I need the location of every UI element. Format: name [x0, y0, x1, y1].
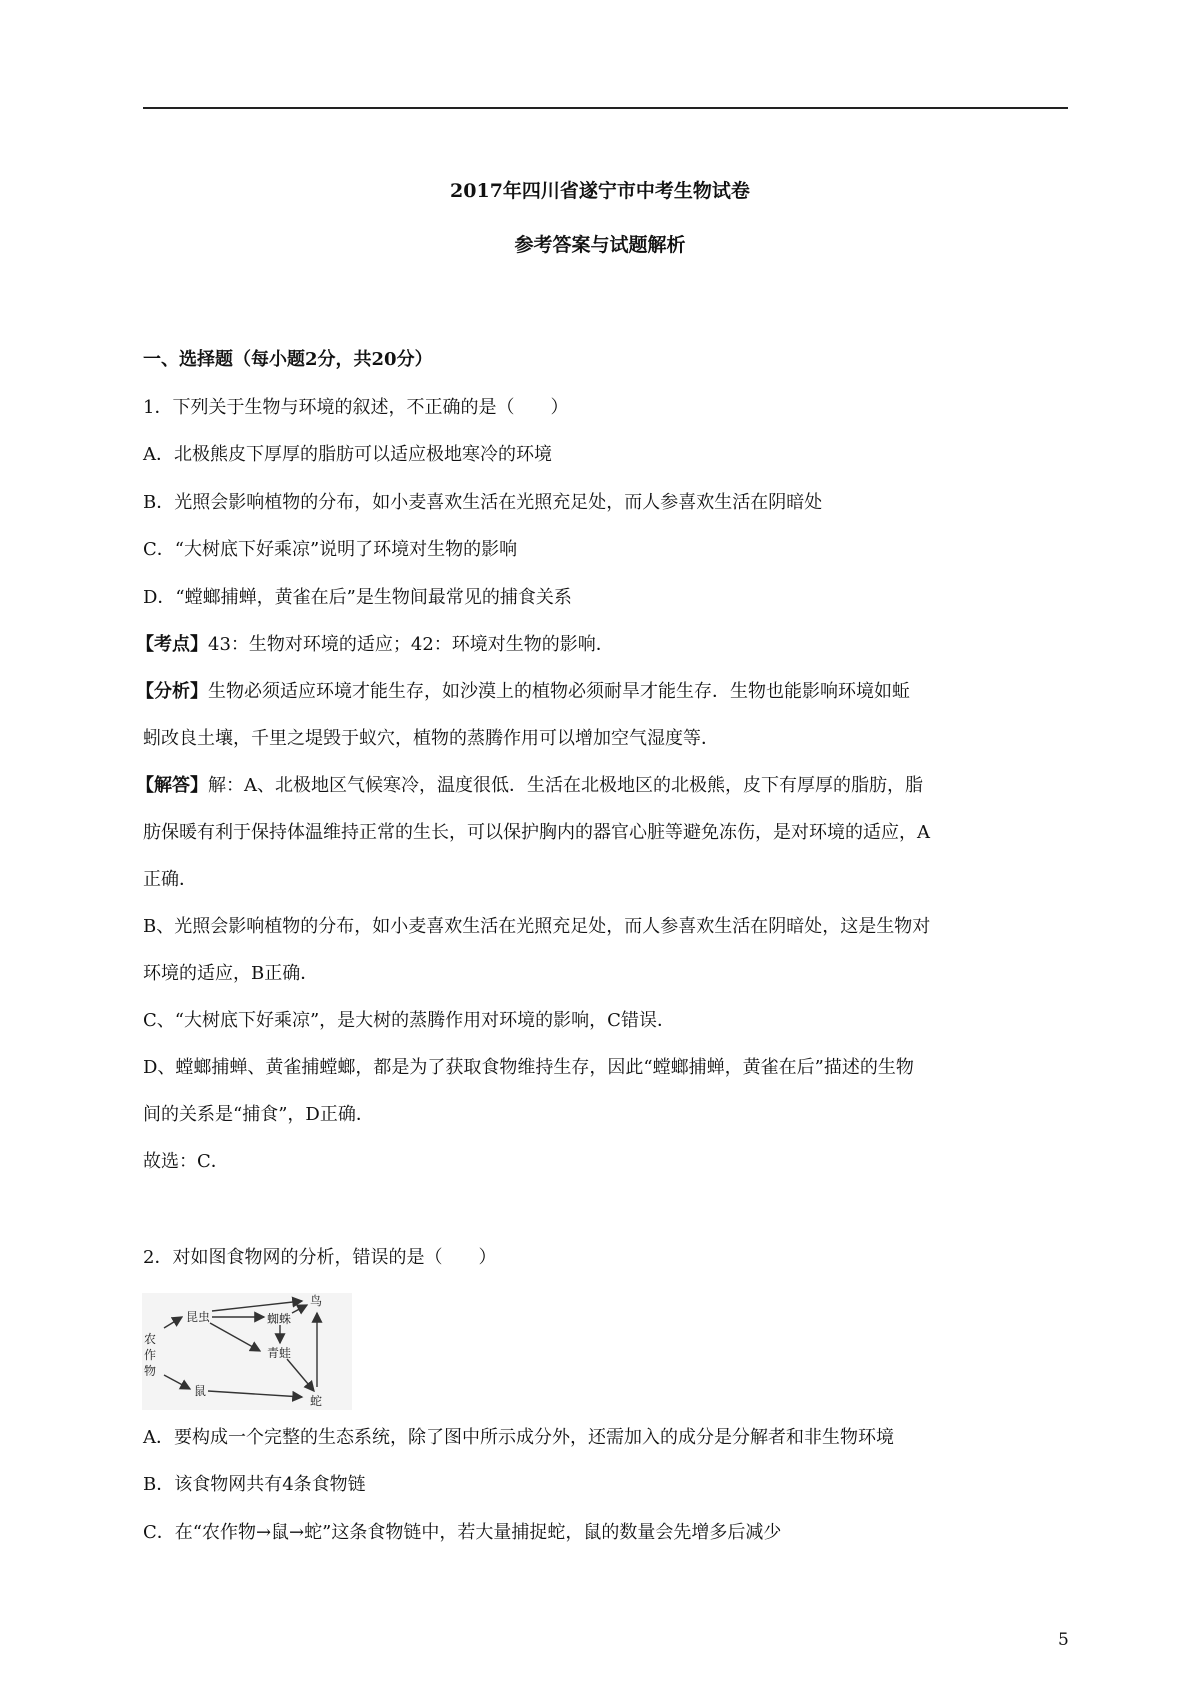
node-crop-1: 农: [144, 1332, 157, 1346]
node-spider: 蜘蛛: [267, 1312, 292, 1326]
document-subtitle: 参考答案与试题解析: [514, 234, 686, 256]
node-crop-3: 物: [144, 1364, 157, 1378]
node-bird: 鸟: [310, 1294, 323, 1308]
q2-option-c: C．在“农作物→鼠→蛇”这条食物链中，若大量捕捉蛇，鼠的数量会先增多后减少: [143, 1522, 782, 1543]
jieda-text-3: 正确．: [143, 869, 197, 890]
q2-option-a: A．要构成一个完整的生态系统，除了图中所示成分外，还需加入的成分是分解者和非生物环境: [143, 1427, 894, 1448]
q1-option-b: B．光照会影响植物的分布，如小麦喜欢生活在光照充足处，而人参喜欢生活在阴暗处: [143, 492, 823, 513]
jieda-b-1: B、光照会影响植物的分布，如小麦喜欢生活在光照充足处，而人参喜欢生活在阴暗处，这是生物对: [143, 916, 931, 937]
q1-option-a: A．北极熊皮下厚厚的脂肪可以适应极地寒冷的环境: [143, 444, 552, 465]
document-title: 2017年四川省遂宁市中考生物试卷: [450, 180, 750, 202]
jieda-label: 【解答】: [136, 775, 208, 796]
q1-answer: 故选：C．: [143, 1151, 229, 1172]
q1-option-c: C．“大树底下好乘凉”说明了环境对生物的影响: [143, 539, 518, 560]
q1-kaodian: [136, 630, 614, 656]
jieda-c-1: C、“大树底下好乘凉”，是大树的蒸腾作用对环境的影响，C错误．: [143, 1010, 675, 1031]
node-frog: 青蛙: [267, 1346, 292, 1360]
jieda-text-1: 解：A、北极地区气候寒冷，温度很低．生活在北极地区的北极熊，皮下有厚厚的脂肪，脂: [208, 775, 923, 796]
jieda-b-2: 环境的适应，B正确．: [143, 963, 319, 984]
section-heading: 一、选择题（每小题2分，共20分）: [143, 349, 433, 370]
q2-stem: 2．对如图食物网的分析，错误的是（ ）: [143, 1247, 497, 1268]
q1-stem: 1．下列关于生物与环境的叙述，不正确的是（ ）: [143, 397, 569, 418]
node-snake: 蛇: [310, 1394, 323, 1408]
fenxi-label: 【分析】: [136, 681, 208, 702]
node-mouse: 鼠: [194, 1384, 207, 1398]
jieda-text-2: 肪保暖有利于保持体温维持正常的生长，可以保护胸内的器官心脏等避免冻伤，是对环境的适应，A: [143, 822, 930, 843]
food-web-diagram: [142, 1293, 352, 1410]
kaodian-text: 43：生物对环境的适应；42：环境对生物的影响．: [208, 634, 614, 655]
page-number: 5: [1058, 1630, 1069, 1650]
fenxi-text-2: 蚓改良土壤，千里之堤毁于蚁穴，植物的蒸腾作用可以增加空气湿度等．: [143, 728, 719, 749]
header-rule: [143, 107, 1068, 109]
q2-option-b: B．该食物网共有4条食物链: [143, 1474, 366, 1495]
jieda-d-1: D、螳螂捕蝉、黄雀捕螳螂，都是为了获取食物维持生存，因此“螳螂捕蝉，黄雀在后”描述的生物: [143, 1057, 914, 1078]
diagram-background: [142, 1293, 352, 1410]
node-insect: 昆虫: [186, 1310, 211, 1324]
q1-option-d: D．“螳螂捕蝉，黄雀在后”是生物间最常见的捕食关系: [143, 587, 572, 608]
q1-fenxi: [136, 677, 910, 703]
node-crop-2: 作: [144, 1348, 157, 1362]
jieda-d-2: 间的关系是“捕食”，D正确．: [143, 1104, 374, 1125]
kaodian-label: 【考点】: [136, 634, 208, 655]
fenxi-text-1: 生物必须适应环境才能生存，如沙漠上的植物必须耐旱才能生存．生物也能影响环境如蚯: [208, 681, 910, 702]
q1-jieda: [136, 771, 923, 797]
